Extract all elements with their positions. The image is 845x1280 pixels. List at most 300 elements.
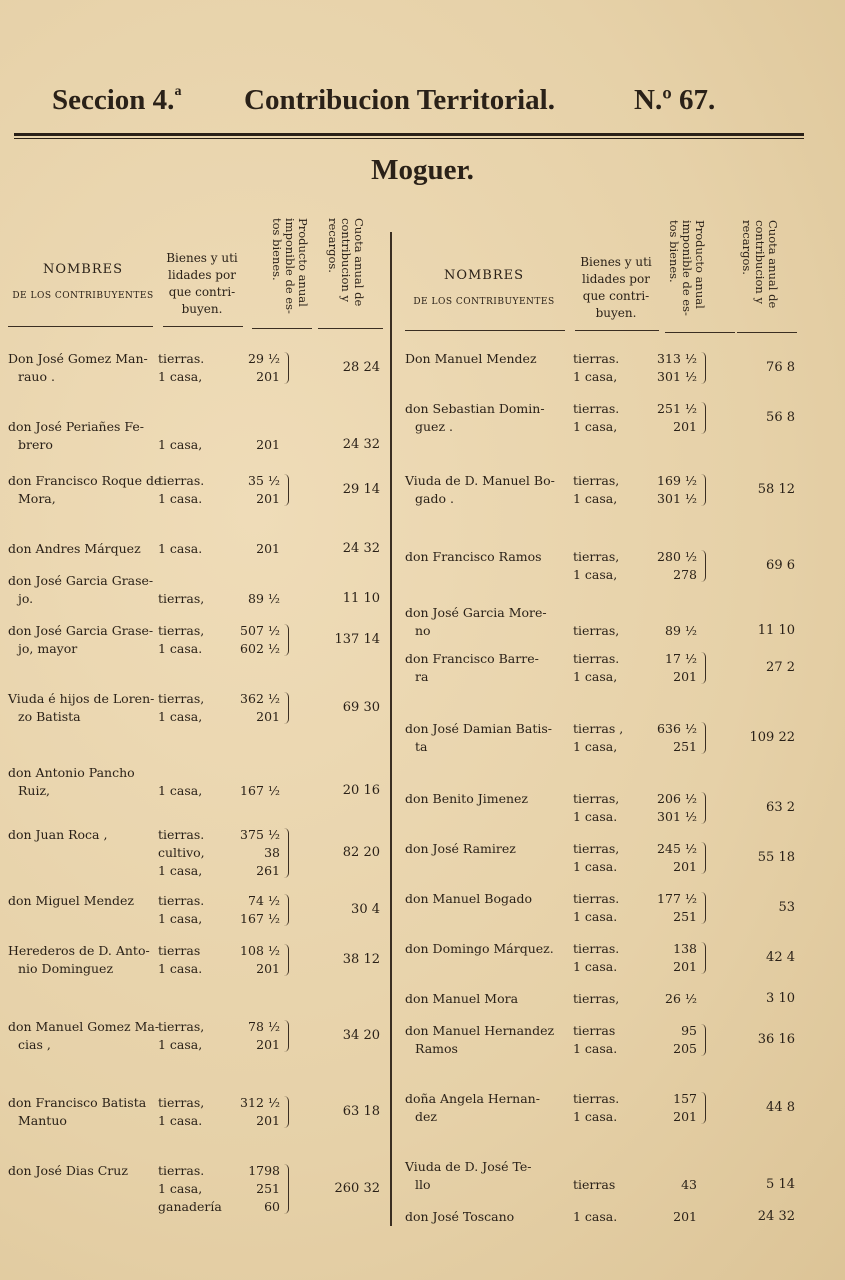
taxable-product-value: 251 ½ [657, 401, 697, 416]
annual-quota: 20 16 [342, 783, 380, 798]
contributor-name [8, 826, 153, 844]
taxable-product-list [220, 1018, 280, 1054]
header-underline [665, 332, 735, 333]
property-item: cultivo, [158, 845, 205, 860]
taxable-product-value: 278 [673, 567, 697, 582]
contributor-name-line: Mora, [18, 491, 56, 506]
taxable-product-list [220, 892, 280, 928]
property-item: tierras, [158, 1019, 205, 1034]
property-list [158, 590, 204, 608]
taxable-product-value: 78 ½ [248, 1019, 280, 1034]
taxable-product-list [637, 720, 697, 756]
property-item: 1 casa, [158, 1037, 203, 1052]
annual-quota: 11 10 [342, 591, 380, 606]
contributor-name-line: brero [18, 437, 53, 452]
brace [701, 892, 706, 924]
brace [701, 942, 706, 974]
taxable-product-list [220, 350, 280, 386]
taxable-product-value: 301 ½ [657, 491, 697, 506]
contributor-name-line: rauo . [18, 369, 55, 384]
property-item: tierras [573, 1177, 616, 1192]
taxable-product-value: 38 [264, 845, 280, 860]
taxable-product-value: 201 [256, 709, 280, 724]
taxable-product-value: 89 ½ [665, 623, 697, 638]
contributor-name-line: don Francisco Batista [8, 1095, 147, 1110]
names-header: NOMBRES DE LOS CONTRIBUYENTES [12, 262, 154, 301]
annual-quota: 5 14 [766, 1177, 795, 1192]
taxable-product-value: 201 [256, 491, 280, 506]
header-underline [405, 330, 565, 331]
property-item: 1 casa, [158, 863, 203, 878]
brace [284, 1020, 289, 1052]
contributor-name-line: don Manuel Mora [405, 991, 519, 1006]
property-item: tierras, [158, 623, 205, 638]
property-item: tierras [573, 1023, 616, 1038]
property-item: 1 casa. [158, 491, 203, 506]
brace [284, 474, 289, 506]
annual-quota: 44 8 [766, 1100, 795, 1115]
annual-quota: 36 16 [757, 1032, 795, 1047]
contributor-name-line: don José Garcia More- [405, 605, 547, 620]
brace [284, 692, 289, 724]
property-item: 1 casa. [573, 1109, 618, 1124]
taxable-product-value: 362 ½ [240, 691, 280, 706]
contributor-name-line: don José Dias Cruz [8, 1163, 128, 1178]
taxable-product-value: 167 ½ [240, 911, 280, 926]
contributor-name-line: ra [415, 669, 429, 684]
taxable-product-value: 205 [673, 1041, 697, 1056]
brace [284, 1164, 289, 1214]
contributor-name [8, 350, 153, 386]
header-underline [318, 328, 383, 329]
annual-quota: 30 4 [351, 902, 380, 917]
header-underline [252, 328, 312, 329]
contributor-name-line: Don Manuel Mendez [405, 351, 537, 366]
property-item: tierras, [573, 791, 620, 806]
taxable-product-list [637, 548, 697, 584]
taxable-product-value: 201 [673, 1109, 697, 1124]
taxable-product-value: 201 [256, 1037, 280, 1052]
taxable-product-list [637, 790, 697, 826]
annual-quota: 34 20 [342, 1028, 380, 1043]
taxable-product-value: 138 [673, 941, 697, 956]
taxable-product-value: 251 [256, 1181, 280, 1196]
contributor-name [8, 892, 153, 910]
property-item: tierras. [158, 351, 205, 366]
annual-quota: 38 12 [342, 952, 380, 967]
taxable-product-value: 280 ½ [657, 549, 697, 564]
property-item: 1 casa, [573, 567, 618, 582]
taxable-product-value: 251 [673, 909, 697, 924]
taxable-product-value: 17 ½ [665, 651, 697, 666]
contributor-name-line: don Juan Roca , [8, 827, 108, 842]
contributor-name [8, 472, 162, 508]
taxable-product-list [637, 1176, 697, 1194]
taxable-product-list [637, 1022, 697, 1058]
contributor-name [405, 720, 565, 756]
taxable-product-value: 201 [256, 369, 280, 384]
taxable-product-value: 35 ½ [248, 473, 280, 488]
property-item: 1 casa. [573, 809, 618, 824]
property-item: tierras, [573, 473, 620, 488]
annual-quota: 11 10 [757, 623, 795, 638]
taxable-product-value: 636 ½ [657, 721, 697, 736]
contributor-name [8, 764, 153, 800]
taxable-product-list [637, 650, 697, 686]
taxable-product-value: 167 ½ [240, 783, 280, 798]
property-list [158, 782, 202, 800]
taxable-product-list [637, 622, 697, 640]
contributor-name-line: Herederos de D. Anto- [8, 943, 150, 958]
contributor-name [8, 622, 153, 658]
taxable-product-value: 201 [673, 959, 697, 974]
property-item: 1 casa, [573, 369, 618, 384]
annual-quota: 53 [778, 900, 795, 915]
brace [701, 652, 706, 684]
contributor-name-line: Mantuo [18, 1113, 67, 1128]
contributor-name [405, 472, 565, 508]
property-item: 1 casa, [158, 911, 203, 926]
contributor-name-line: doña Angela Hernan- [405, 1091, 540, 1106]
contributor-name [405, 990, 565, 1008]
taxable-product-value: 201 [256, 1113, 280, 1128]
contributor-name-line: Don José Gomez Man- [8, 351, 148, 366]
taxable-product-list [220, 690, 280, 726]
property-item: 1 casa. [573, 1041, 618, 1056]
brace [701, 792, 706, 824]
taxable-product-list [637, 890, 697, 926]
property-item: 1 casa. [573, 1209, 618, 1224]
contributor-name-line: jo, mayor [18, 641, 78, 656]
taxable-product-list [637, 840, 697, 876]
taxable-product-value: 507 ½ [240, 623, 280, 638]
contributor-name-line: don José Ramirez [405, 841, 516, 856]
taxable-product-value: 29 ½ [248, 351, 280, 366]
column-divider [390, 232, 392, 1226]
property-item: tierras, [158, 591, 205, 606]
property-item: 1 casa, [573, 419, 618, 434]
property-item: tierras [158, 943, 201, 958]
annual-quota: 24 32 [342, 541, 380, 556]
header-underline [575, 330, 659, 331]
property-list [573, 790, 619, 826]
contributor-name-line: don Francisco Barre- [405, 651, 539, 666]
property-item: 1 casa. [573, 859, 618, 874]
annual-quota: 109 22 [749, 730, 795, 745]
annual-quota: 24 32 [342, 437, 380, 452]
property-item: 1 casa, [573, 739, 618, 754]
contributor-name-line: guez . [415, 419, 453, 434]
property-list [573, 890, 619, 926]
property-item: tierras, [573, 549, 620, 564]
contributor-name-line: don José Damian Batis- [405, 721, 552, 736]
property-list [573, 1176, 615, 1194]
taxable-product-value: 261 [256, 863, 280, 878]
annual-quota: 29 14 [342, 482, 380, 497]
annual-quota: 69 30 [342, 700, 380, 715]
contributor-name [405, 1158, 565, 1194]
contributor-name [405, 790, 565, 808]
property-item: 1 casa. [158, 541, 203, 556]
taxable-product-value: 313 ½ [657, 351, 697, 366]
taxable-product-value: 108 ½ [240, 943, 280, 958]
property-list [573, 720, 623, 756]
brace [701, 474, 706, 506]
annual-quota: 137 14 [334, 632, 380, 647]
taxable-product-list [637, 350, 697, 386]
property-item: 1 casa, [158, 709, 203, 724]
brace [701, 1092, 706, 1124]
property-list [573, 548, 619, 584]
header-rule-thin [14, 138, 804, 139]
taxable-product-value: 60 [264, 1199, 280, 1214]
contributor-name [405, 650, 565, 686]
annual-quota: 55 18 [757, 850, 795, 865]
annual-quota: 82 20 [342, 845, 380, 860]
contributor-name [405, 548, 565, 566]
property-list [573, 940, 619, 976]
annual-quota: 27 2 [766, 660, 795, 675]
cuota-header: Cuota anual de contribucion y recargos. [326, 218, 366, 307]
contributor-name [405, 1090, 565, 1126]
contributor-name [405, 1208, 565, 1226]
property-item: tierras, [573, 991, 620, 1006]
contributor-name-line: llo [415, 1177, 431, 1192]
taxable-product-value: 157 [673, 1091, 697, 1106]
contributor-name-line: don José Garcia Grase- [8, 623, 154, 638]
annual-quota: 63 18 [342, 1104, 380, 1119]
annual-quota: 260 32 [334, 1181, 380, 1196]
property-list [573, 622, 619, 640]
contributor-name [8, 1162, 153, 1180]
property-item: 1 casa. [158, 641, 203, 656]
taxable-product-value: 301 ½ [657, 809, 697, 824]
taxable-product-value: 312 ½ [240, 1095, 280, 1110]
contributor-name-line: don Manuel Gomez Ma- [8, 1019, 160, 1034]
taxable-product-value: 74 ½ [248, 893, 280, 908]
annual-quota: 3 10 [766, 991, 795, 1006]
property-list [158, 436, 202, 454]
taxable-product-value: 95 [681, 1023, 697, 1038]
taxable-product-list [637, 990, 697, 1008]
property-list [573, 1022, 617, 1058]
taxable-product-list [637, 1208, 697, 1226]
contributor-name-line: zo Batista [18, 709, 81, 724]
contributor-name [8, 1018, 160, 1054]
property-list [573, 1208, 617, 1226]
taxable-product-value: 301 ½ [657, 369, 697, 384]
contributor-name [405, 350, 565, 368]
contributor-name [405, 890, 565, 908]
contributor-name [405, 604, 565, 640]
annual-quota: 24 32 [757, 1209, 795, 1224]
property-item: 1 casa, [158, 437, 203, 452]
property-item: 1 casa. [158, 961, 203, 976]
property-item: 1 casa, [573, 669, 618, 684]
property-list [573, 840, 619, 876]
property-item: tierras. [158, 473, 205, 488]
brace [284, 894, 289, 926]
property-list [158, 690, 204, 726]
taxable-product-value: 251 [673, 739, 697, 754]
taxable-product-value: 169 ½ [657, 473, 697, 488]
property-list [573, 1090, 619, 1126]
taxable-product-list [220, 782, 280, 800]
taxable-product-list [637, 472, 697, 508]
page-number: N.º 67. [634, 84, 716, 116]
taxable-product-list [637, 1090, 697, 1126]
property-list [158, 1018, 204, 1054]
contributor-name-line: don Andres Márquez [8, 541, 141, 556]
taxable-product-list [220, 590, 280, 608]
names-header: NOMBRES DE LOS CONTRIBUYENTES [413, 268, 555, 307]
property-list [158, 472, 204, 508]
contributor-name-line: don Miguel Mendez [8, 893, 135, 908]
property-list [573, 990, 619, 1008]
taxable-product-value: 201 [673, 1209, 697, 1224]
property-item: 1 casa, [158, 369, 203, 384]
property-list [158, 942, 202, 978]
property-item: tierras. [573, 651, 620, 666]
property-item: 1 casa, [158, 783, 203, 798]
cuota-header: Cuota anual de contribucion y recargos. [740, 220, 780, 309]
contributor-name-line: gado . [415, 491, 454, 506]
taxable-product-value: 1798 [248, 1163, 280, 1178]
contributor-name [8, 1094, 153, 1130]
annual-quota: 69 6 [766, 558, 795, 573]
taxable-product-value: 43 [681, 1177, 697, 1192]
property-list [158, 350, 204, 386]
contributor-name-line: no [415, 623, 431, 638]
town-title: Moguer. [371, 154, 474, 186]
taxable-product-list [637, 940, 697, 976]
contributor-name [405, 1022, 565, 1058]
header-underline [163, 326, 243, 327]
contributor-name-line: dez [415, 1109, 437, 1124]
property-item: tierras. [158, 827, 205, 842]
taxable-product-value: 375 ½ [240, 827, 280, 842]
contributor-name-line: don José Garcia Grase- [8, 573, 154, 588]
property-item: 1 casa, [573, 491, 618, 506]
taxable-product-value: 201 [256, 961, 280, 976]
taxable-product-value: 206 ½ [657, 791, 697, 806]
contributor-name-line: don Francisco Ramos [405, 549, 542, 564]
header-underline [8, 326, 153, 327]
header-rule [14, 133, 804, 136]
brace [284, 828, 289, 878]
property-item: tierras. [573, 941, 620, 956]
contributor-name-line: don José Periañes Fe- [8, 419, 144, 434]
taxable-product-list [220, 1094, 280, 1130]
annual-quota: 56 8 [766, 410, 795, 425]
taxable-product-value: 201 [673, 859, 697, 874]
annual-quota: 28 24 [342, 360, 380, 375]
property-item: ganadería [158, 1199, 222, 1214]
taxable-product-value: 201 [256, 437, 280, 452]
taxable-product-list [220, 1162, 280, 1216]
property-item: tierras. [158, 893, 205, 908]
contributor-name [8, 942, 153, 978]
contributor-name-line: Viuda é hijos de Loren- [8, 691, 155, 706]
property-item: tierras, [158, 1095, 205, 1110]
annual-quota: 42 4 [766, 950, 795, 965]
taxable-product-value: 602 ½ [240, 641, 280, 656]
taxable-product-list [220, 436, 280, 454]
contributor-name [8, 418, 153, 454]
producto-header: Producto anual imponible de es- tos bienes. [270, 218, 310, 314]
contributor-name [8, 690, 153, 726]
property-item: tierras. [158, 1163, 205, 1178]
property-item: tierras, [573, 623, 620, 638]
brace [701, 842, 706, 874]
property-list [158, 826, 205, 880]
taxable-product-value: 201 [673, 669, 697, 684]
brace [284, 944, 289, 976]
contributor-name-line: don Benito Jimenez [405, 791, 528, 806]
property-list [158, 892, 204, 928]
property-item: 1 casa. [158, 1113, 203, 1128]
contributor-name [8, 572, 153, 608]
contributor-name-line: Viuda de D. José Te- [405, 1159, 532, 1174]
header-underline [737, 332, 797, 333]
taxable-product-list [220, 826, 280, 880]
page-header [0, 84, 845, 128]
property-list [573, 472, 619, 508]
taxable-product-value: 201 [673, 419, 697, 434]
property-item: tierras. [573, 1091, 620, 1106]
brace [284, 352, 289, 384]
property-item: tierras, [158, 691, 205, 706]
property-item: tierras. [573, 891, 620, 906]
taxable-product-list [220, 540, 280, 558]
taxable-product-value: 177 ½ [657, 891, 697, 906]
contributor-name-line: don Francisco Roque de [8, 473, 162, 488]
annual-quota: 76 8 [766, 360, 795, 375]
contributor-name-line: ta [415, 739, 428, 754]
taxable-product-value: 26 ½ [665, 991, 697, 1006]
property-item: tierras. [573, 401, 620, 416]
brace [701, 550, 706, 582]
property-item: 1 casa. [573, 909, 618, 924]
brace [284, 624, 289, 656]
section-label: Seccion 4.$^a$ [52, 84, 182, 116]
taxable-product-list [220, 942, 280, 978]
contributor-name-line: don Domingo Márquez. [405, 941, 554, 956]
contributor-name [405, 840, 565, 858]
contributor-name [8, 540, 153, 558]
property-item: 1 casa. [573, 959, 618, 974]
brace [284, 1096, 289, 1128]
contributor-name-line: don Manuel Hernandez [405, 1023, 555, 1038]
property-list [158, 622, 204, 658]
contributor-name-line: don Manuel Bogado [405, 891, 532, 906]
contributor-name-line: don Sebastian Domin- [405, 401, 545, 416]
property-list [158, 1162, 222, 1216]
taxable-product-list [220, 622, 280, 658]
contributor-name-line: Ramos [415, 1041, 458, 1056]
taxable-product-value: 201 [256, 541, 280, 556]
taxable-product-value: 245 ½ [657, 841, 697, 856]
annual-quota: 63 2 [766, 800, 795, 815]
contributor-name-line: jo. [18, 591, 34, 606]
brace [701, 402, 706, 434]
property-list [573, 650, 619, 686]
contributor-name-line: cias , [18, 1037, 51, 1052]
producto-header: Producto anual imponible de es- tos bienes. [667, 220, 707, 316]
taxable-product-value: 89 ½ [248, 591, 280, 606]
contributor-name-line: don José Toscano [405, 1209, 515, 1224]
property-item: 1 casa, [158, 1181, 203, 1196]
